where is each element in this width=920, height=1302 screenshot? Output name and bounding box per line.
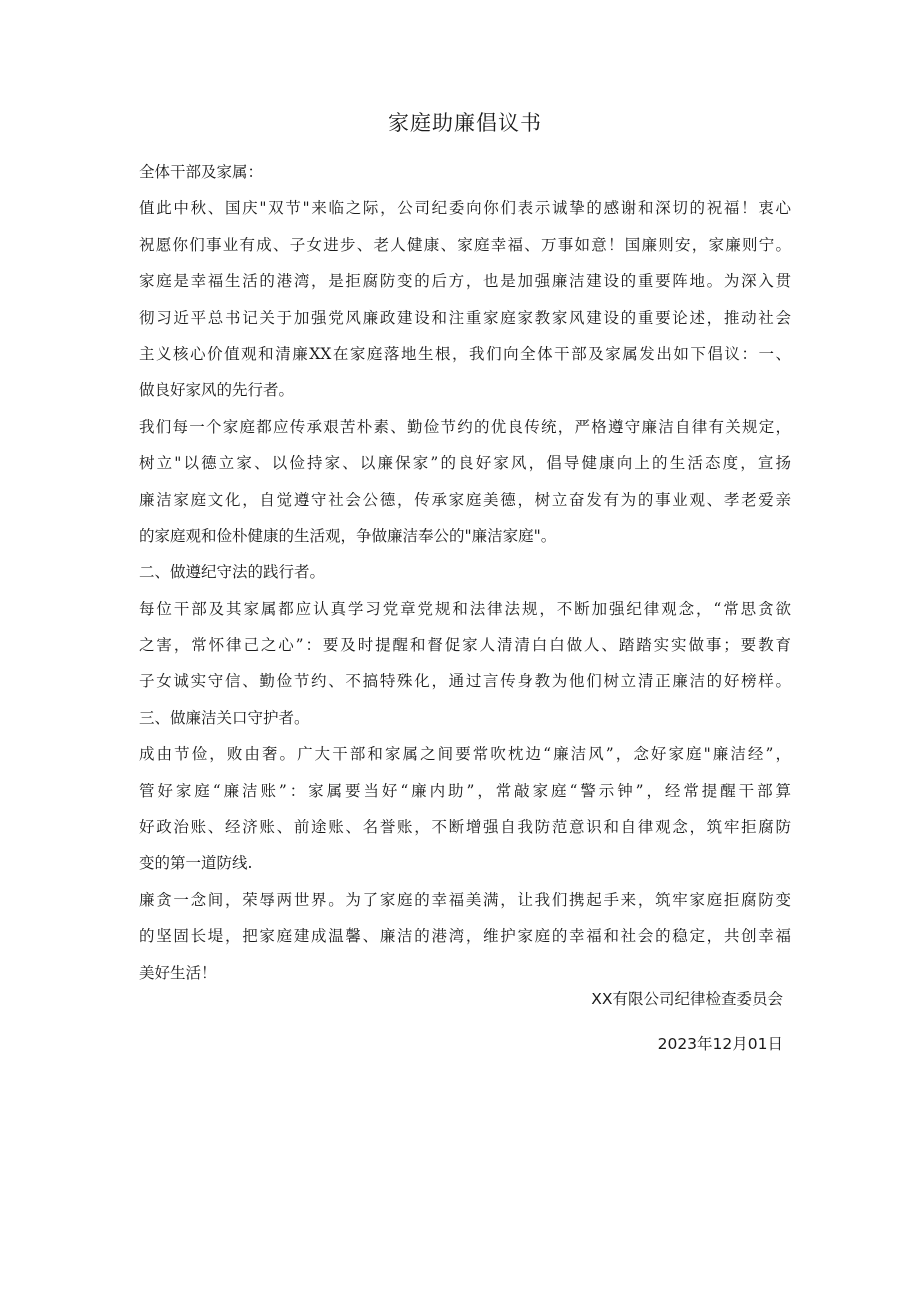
body-line: 树立"以德立家、以俭持家、以廉保家”的良好家风，倡导健康向上的生活态度，宣扬	[139, 454, 791, 473]
body-line: 全体干部及家属：	[139, 163, 264, 181]
body-line: 之害，常怀律己之心”：要及时提醒和督促家人清清白白做人、踏踏实实做事；要教育	[139, 636, 791, 655]
signature-date: 2023年12月01日	[657, 1035, 783, 1053]
body-line: 变的第一道防线.	[139, 854, 253, 873]
document-body	[139, 154, 791, 991]
body-line: 的坚固长堤，把家庭建成温馨、廉洁的港湾，维护家庭的幸福和社会的稳定，共创幸福	[139, 927, 791, 946]
body-line: 廉洁家庭文化，自觉遵守社会公德，传承家庭美德，树立奋发有为的事业观、孝老爱亲	[139, 490, 791, 509]
body-line: 祝愿你们事业有成、子女进步、老人健康、家庭幸福、万事如意！国廉则安，家廉则宁。	[139, 235, 791, 254]
body-line: 廉贪一念间，荣辱两世界。为了家庭的幸福美满，让我们携起手来，筑牢家庭拒腐防变	[139, 890, 791, 909]
body-line: 我们每一个家庭都应传承艰苦朴素、勤俭节约的优良传统，严格遵守廉洁自律有关规定，	[139, 417, 791, 436]
body-line: 每位干部及其家属都应认真学习党章党规和法律法规，不断加强纪律观念，“常思贪欲	[139, 599, 791, 618]
body-line: 三、做廉洁关口守护者。	[139, 708, 310, 727]
body-line: 主义核心价值观和清廉XX在家庭落地生根，我们向全体干部及家属发出如下倡议：一、	[139, 344, 791, 363]
body-line: 做良好家风的先行者。	[139, 381, 295, 400]
body-line: 的家庭观和俭朴健康的生活观，争做廉洁奉公的"廉洁家庭"。	[139, 526, 557, 545]
document-page	[139, 108, 791, 1053]
body-line: 值此中秋、国庆"双节"来临之际，公司纪委向你们表示诚挚的感谢和深切的祝福！衷心	[139, 199, 791, 218]
body-line: 美好生活！	[139, 963, 217, 982]
document-title: 家庭助廉倡议书	[388, 111, 542, 135]
body-line: 家庭是幸福生活的港湾，是拒腐防变的后方，也是加强廉洁建设的重要阵地。为深入贯	[139, 272, 791, 291]
body-line: 子女诚实守信、勤俭节约、不搞特殊化，通过言传身教为他们树立清正廉洁的好榜样。	[139, 672, 791, 691]
body-line: 管好家庭“廉洁账”：家属要当好“廉内助”，常敲家庭“警示钟”，经常提醒干部算	[139, 781, 791, 800]
body-line: 彻习近平总书记关于加强党风廉政建设和注重家庭家教家风建设的重要论述，推动社会	[139, 308, 791, 327]
signature-organization: XX有限公司纪律检查委员会	[591, 990, 783, 1008]
body-line: 好政治账、经济账、前途账、名誉账，不断增强自我防范意识和自律观念，筑牢拒腐防	[139, 818, 791, 837]
body-line: 成由节俭，败由奢。广大干部和家属之间要常吹枕边“廉洁风”，念好家庭"廉洁经”，	[139, 745, 791, 764]
body-line: 二、做遵纪守法的践行者。	[139, 563, 326, 582]
